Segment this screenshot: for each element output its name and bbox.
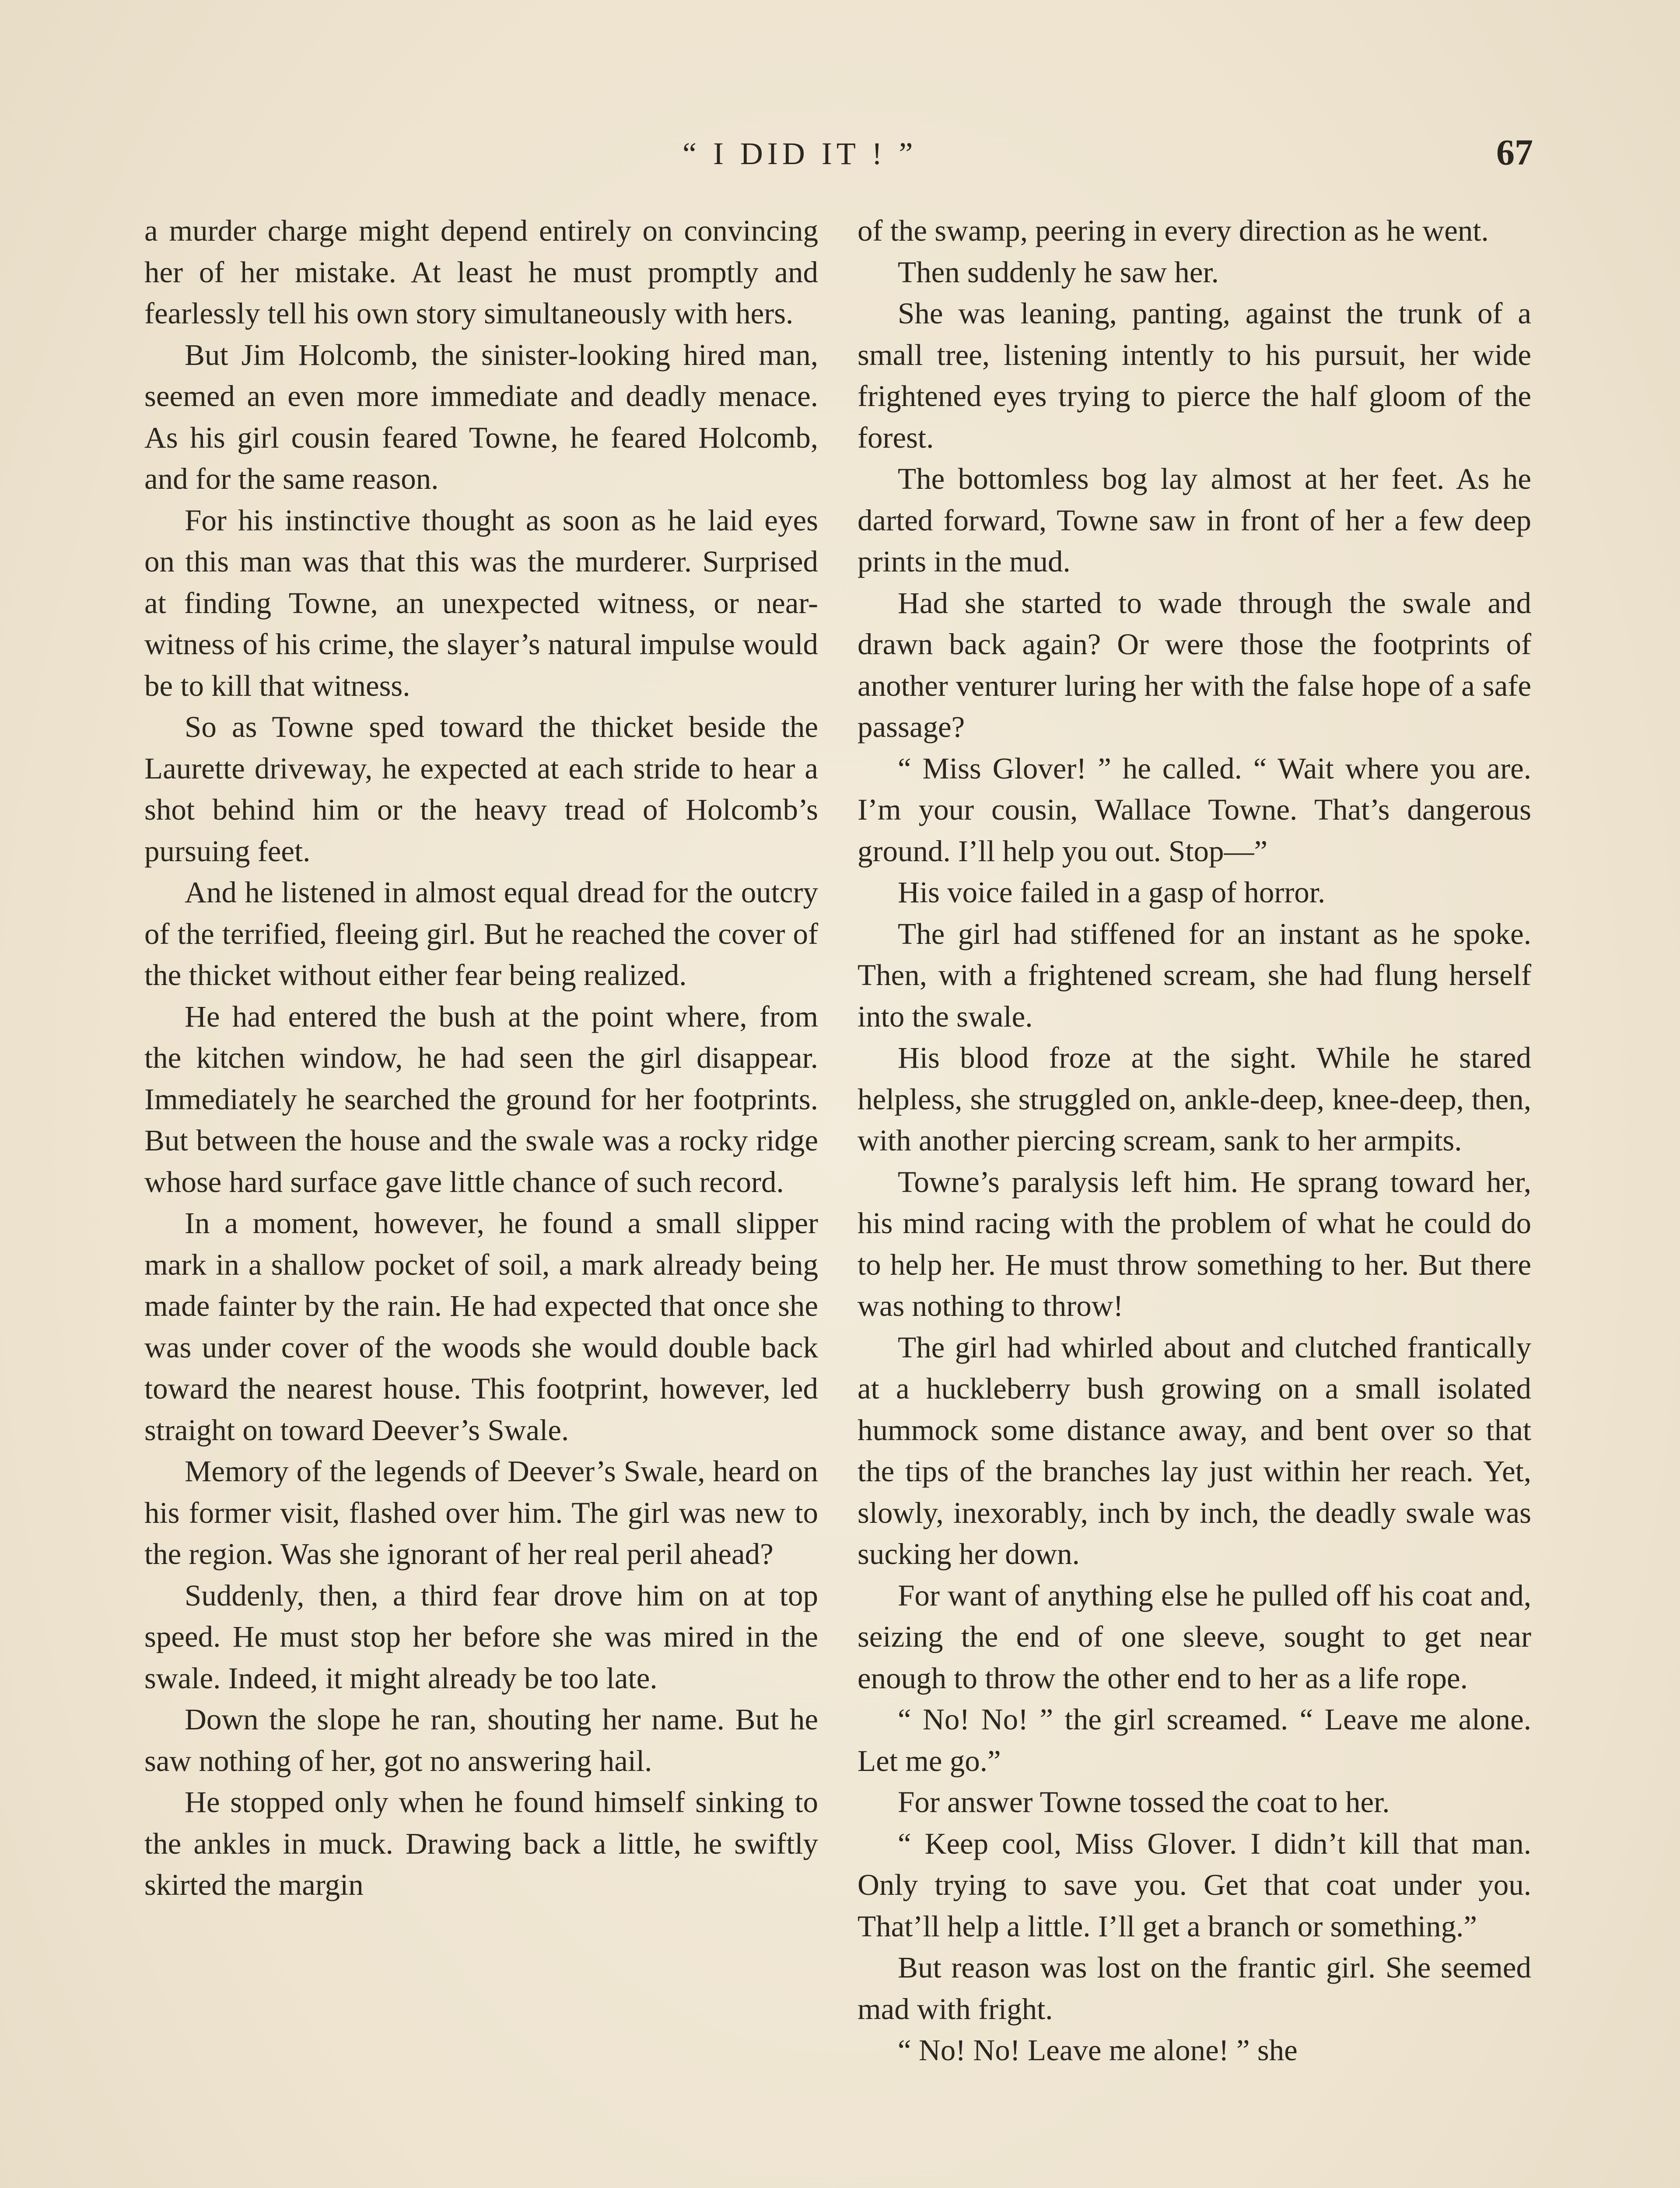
- paragraph: But Jim Holcomb, the sinister-looking hired man, seemed an even more immediate and deadly menace. As his girl cousin feared Towne, he feared Holcomb, and for the same reason.: [144, 338, 818, 495]
- paragraph: She was leaning, panting, against the trunk of a small tree, listening intently to his pursuit, her wide frightened eyes trying to pierce the half gloom of the forest.: [858, 297, 1531, 454]
- paragraph: And he listened in almost equal dread for the outcry of the terrified, fleeing girl. But he reached the cover of the thicket without either fear being realized.: [144, 876, 818, 992]
- paragraph: For his instinctive thought as soon as he laid eyes on this man was that this was the murderer. Surprised at finding Towne, an unexpected witness, or near-witness of his crime, the slayer’s natural impulse would be to kill that witness.: [144, 503, 818, 702]
- paragraph: So as Towne sped toward the thicket beside the Laurette driveway, he expected at each stride to hear a shot behind him or the heavy tread of Holcomb’s pursuing feet.: [144, 710, 818, 868]
- paragraph: Memory of the legends of Deever’s Swale, heard on his former visit, flashed over him. The girl was new to the region. Was she ignorant of her real peril ahead?: [144, 1455, 818, 1571]
- paragraph: “ No! No! Leave me alone! ” she: [898, 2034, 1298, 2067]
- paragraph: Down the slope he ran, shouting her name. But he saw nothing of her, got no answering hail.: [144, 1703, 818, 1778]
- paragraph: Towne’s paralysis left him. He sprang toward her, his mind racing with the problem of what he could do to help her. He must throw something to her. But there was nothing to throw!: [858, 1165, 1531, 1322]
- paragraph: “ Miss Glover! ” he called. “ Wait where you are. I’m your cousin, Wallace Towne. That’s dangerous ground. I’ll help you out. Stop—”: [858, 751, 1531, 868]
- paragraph: He stopped only when he found himself sinking to the ankles in muck. Drawing back a little, he swiftly skirted the margin: [144, 1785, 818, 1901]
- paragraph: “ No! No! ” the girl screamed. “ Leave me alone. Let me go.”: [858, 1703, 1531, 1778]
- left-column: [144, 210, 818, 2188]
- paragraph: Then suddenly he saw her.: [898, 255, 1219, 289]
- paragraph: Had she started to wade through the swale and drawn back again? Or were those the footprints of another venturer luring her with the false hope of a safe passage?: [858, 586, 1531, 743]
- page-number: 67: [1496, 132, 1533, 173]
- paragraph: For want of anything else he pulled off his coat and, seizing the end of one sleeve, sought to get near enough to throw the other end to her as a life rope.: [858, 1578, 1531, 1695]
- paragraph: His voice failed in a gasp of horror.: [898, 876, 1326, 909]
- page-header: [0, 131, 1680, 184]
- paragraph: The girl had stiffened for an instant as he spoke. Then, with a frightened scream, she had flung herself into the swale.: [858, 917, 1531, 1033]
- running-title: “ I DID IT ! ”: [682, 136, 917, 171]
- paragraph: He had entered the bush at the point where, from the kitchen window, he had seen the girl disappear. Immediately he searched the ground for her footprints. But between the house and the swale was a rocky ridge whose hard surface gave little chance of such record.: [144, 999, 818, 1199]
- paragraph: Suddenly, then, a third fear drove him on at top speed. He must stop her before she was mired in the swale. Indeed, it might already be too late.: [144, 1578, 818, 1695]
- paragraph: In a moment, however, he found a small slipper mark in a shallow pocket of soil, a mark already being made fainter by the rain. He had expected that once she was under cover of the woods she would double back toward the nearest house. This footprint, however, led straight on toward Deever’s Swale.: [144, 1206, 818, 1447]
- paragraph: His blood froze at the sight. While he stared helpless, she struggled on, ankle-deep, knee-deep, then, with another piercing scream, sank to her armpits.: [858, 1041, 1531, 1157]
- paragraph: But reason was lost on the frantic girl. She seemed mad with fright.: [858, 1951, 1531, 2026]
- paragraph: of the swamp, peering in every direction as he went.: [858, 214, 1489, 247]
- paragraph: “ Keep cool, Miss Glover. I didn’t kill that man. Only trying to save you. Get that coat under you. That’ll help a little. I’ll get a branch or something.”: [858, 1827, 1531, 1943]
- right-column: [858, 210, 1531, 2188]
- paragraph: For answer Towne tossed the coat to her.: [898, 1785, 1390, 1819]
- paragraph: The girl had whirled about and clutched frantically at a huckleberry bush growing on a small isolated hummock some distance away, and bent over so that the tips of the branches lay just within her reach. Yet, slowly, inexorably, inch by inch, the deadly swale was sucking her down.: [858, 1330, 1531, 1571]
- paragraph: a murder charge might depend entirely on convincing her of her mistake. At least he must promptly and fearlessly tell his own story simultaneously with hers.: [144, 214, 818, 330]
- paragraph: The bottomless bog lay almost at her feet. As he darted forward, Towne saw in front of her a few deep prints in the mud.: [858, 462, 1531, 578]
